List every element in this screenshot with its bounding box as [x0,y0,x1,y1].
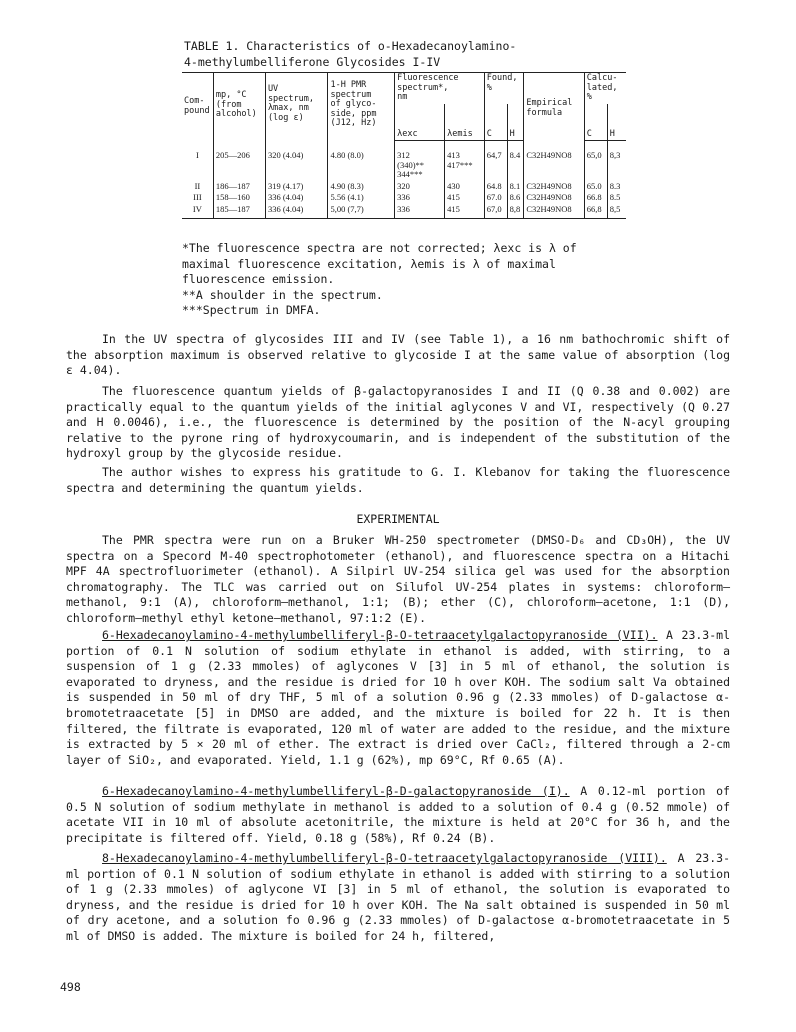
paragraph-text: In the UV spectra of glycosides III and IV (see Table 1), a 16 nm bathochromic shift of the absorption maximum is observed relative to glycoside I at the same value of absorption (log ε 4.04). [66,332,730,378]
paragraph-text: A 23.3-ml portion of 0.1 N solution of sodium ethylate in ethanol is added, with stirring, to a suspension of 1 g (2.33 mmoles) of aglycones V [3] in 5 ml of ethanol, the solution is evaporated to dryness, and the residue is dried for 10 h over KOH. The sodium salt Va obtained is suspended in 50 ml of dry THF, 5 ml of a solution 0.96 g (2.33 mmoles) of D-galactose α-bromotetraacetate [5] in DMSO are added, and the mixture is boiled for 22 h. It is then filtered, the filtrate is evaporated, 120 ml of water are added to the residue, and the mixture is extracted by 5 × 20 ml of ether. The extract is dried over CaCl₂, filtered through a 2-cm layer of SiO₂, and evaporated. Yield, 1.1 g (62%), mp 69°C, Rf 0.65 (A). [66,628,730,767]
paragraph-text: A 0.12-ml portion of 0.5 N solution of sodium methylate in methanol is added to a solution of 0.4 g (0.52 mmole) of acetate VII in 10 ml of absolute acetonitrile, the mixture is held at 20°C for 36 h, and the precipitate is filtered off. Yield, 0.18 g (58%), Rf 0.24 (B). [66,784,730,845]
col-header-pmr: 1-H PMR spectrum of glyco- side, ppm (J12, Hz) [328,73,395,141]
paragraph-text: The PMR spectra were run on a Bruker WH-250 spectrometer (DMSO-D₆ and CD₃OH), the UV spectra on a Specord M-40 spectrophotometer (ethanol), and fluorescence spectra on a Hitachi MPF 4A spectrofluorimeter (ethanol). A Silpirl UV-254 silica gel was used for the absorption chromatography. The TLC was carried out on Silufol UV-254 plates in systems: chloroform—methanol, 9:1 (A), chloroform—methanol, 1:1; (B); ether (C), chloroform—acetone, 1:1 (D), chloroform—methyl ethyl ketone—methanol, 97:1:2 (E). [66,533,730,625]
col-header-calculated: Calcu- lated, % [584,73,626,104]
cell-mp: 205—206 [213,141,265,181]
cell-pmr: 5,00 (7,7) [328,204,395,219]
cell-calc-c: 65,0 [584,141,607,181]
cell-emis: 430 [445,181,485,193]
col-header-uv: UV spectrum, λmax, nm (log ε) [265,73,328,141]
paragraph-text: The fluorescence quantum yields of β-galactopyranosides I and II (Q 0.38 and 0.002) are practically equal to the quantum yields of the initial aglycones V and VI, respectively (Q 0.27 and H 0.0046), i.e., the fluorescence is determined by the position of the N-acyl grouping relative to the pyrone ring of hydroxycoumarin, and is independent of the substitution of the hydroxyl group by the glycoside residue. [66,384,730,461]
col-header-fluorescence: Fluorescence spectrum*, nm [395,73,485,104]
cell-found-c: 67,0 [484,204,507,219]
cell-emis: 415 [445,204,485,219]
cell-exc: 312 (340)** 344*** [395,141,445,181]
compound-title: 6-Hexadecanoylamino-4-methylumbelliferyl-β-O-tetraacetylgalactopyranoside (VII). [102,628,658,642]
paragraph-text: The author wishes to express his gratitude to G. I. Klebanov for taking the fluorescence spectra and determining the quantum yields. [66,465,730,495]
paragraph-text: A 23.3-ml portion of 0.1 N solution of sodium ethylate in ethanol is added with stirring to a solution of 1 g (2.33 mmoles) of aglycone VI [3] in 5 ml of ethanol, the solution is evaporated to dryness, and the residue is dried for 10 h over KOH. The Na salt obtained is suspended in 50 ml of dry acetone, and a solution fo 0.96 g (2.33 mmoles) of D-galactose α-bromotetraacetate in 5 ml of DMSO is added. The mixture is boiled for 24 h, filtered, [66,851,731,943]
cell-uv: 319 (4.17) [265,181,328,193]
cell-exc: 336 [395,204,445,219]
cell-mp: 186—187 [213,181,265,193]
cell-found-c: 64.8 [484,181,507,193]
cell-pmr: 4.80 (8.0) [328,141,395,181]
col-header-calc-h: H [607,104,626,141]
cell-uv: 320 (4.04) [265,141,328,181]
table-row [182,141,626,181]
cell-formula: C32H49NO8 [524,204,584,219]
cell-compound: III [193,192,202,202]
compound-title: 8-Hexadecanoylamino-4-methylumbelliferyl-β-O-tetraacetylgalactopyranoside (VIII). [102,851,667,865]
footnote: *The fluorescence spectra are not corrected; λexc is λ of [182,241,577,255]
cell-uv: 336 (4.04) [265,192,328,204]
table-row [182,192,626,204]
col-header-formula: Empirical formula [524,73,584,141]
cell-found-c: 64,7 [484,141,507,181]
cell-exc: 320 [395,181,445,193]
cell-pmr: 4.90 (8.3) [328,181,395,193]
col-header-found: Found, % [484,73,524,104]
table-row [182,204,626,219]
cell-calc-h: 8,5 [607,204,626,219]
col-header-compound: Com- pound [182,73,213,141]
footnote: **A shoulder in the spectrum. [182,287,383,302]
col-header-found-c: C [484,104,507,141]
cell-found-h: 8,8 [507,204,524,219]
col-header-lambda-exc: λexc [395,104,445,141]
table-footnotes [182,241,622,319]
section-heading: EXPERIMENTAL [356,512,440,526]
cell-formula: C32H49NO8 [524,192,584,204]
footnote: ***Spectrum in DMFA. [182,303,321,317]
cell-found-h: 8.4 [507,141,524,181]
table-caption [184,38,624,70]
page-number: 498 [60,980,81,994]
cell-found-c: 67.0 [484,192,507,204]
cell-compound: IV [182,204,213,219]
cell-calc-h: 8.3 [607,181,626,193]
cell-emis: 415 [445,192,485,204]
cell-compound: I [196,149,199,160]
cell-found-h: 8.1 [507,181,524,193]
compound-title: 6-Hexadecanoylamino-4-methylumbelliferyl-β-D-galactopyranoside (I). [102,784,570,798]
cell-pmr: 5.56 (4.1) [328,192,395,204]
paragraph [66,465,730,496]
footnote: fluorescence emission. [182,272,335,286]
paragraph [66,851,730,945]
table-caption-line-1: TABLE 1. Characteristics of o-Hexadecanoylamino- [184,39,517,53]
table-caption-line-2: 4-methylumbelliferone Glycosides I-IV [184,55,441,69]
cell-calc-h: 8,3 [607,141,626,181]
cell-calc-h: 8.5 [607,192,626,204]
table-row [182,181,626,193]
cell-formula: C32H49NO8 [524,141,584,181]
col-header-calc-c: C [584,104,607,141]
cell-calc-c: 66.8 [584,192,607,204]
cell-emis: 413 417*** [445,141,485,181]
cell-mp: 158—160 [213,192,265,204]
col-header-mp: mp, °C (from alcohol) [213,73,265,141]
paragraph [66,784,730,846]
paragraph [66,628,730,768]
cell-found-h: 8.6 [507,192,524,204]
paragraph [66,384,730,462]
cell-exc: 336 [395,192,445,204]
cell-formula: C32H49NO8 [524,181,584,193]
cell-uv: 336 (4.04) [265,204,328,219]
cell-calc-c: 65.0 [584,181,607,193]
paragraph [66,332,730,379]
col-header-lambda-emis: λemis [445,104,485,141]
table-1 [182,72,626,219]
col-header-found-h: H [507,104,524,141]
footnote: maximal fluorescence excitation, λemis is λ of maximal [182,256,556,271]
cell-compound: II [194,180,201,191]
cell-mp: 185—187 [213,204,265,219]
cell-calc-c: 66,8 [584,204,607,219]
paragraph [66,533,730,627]
